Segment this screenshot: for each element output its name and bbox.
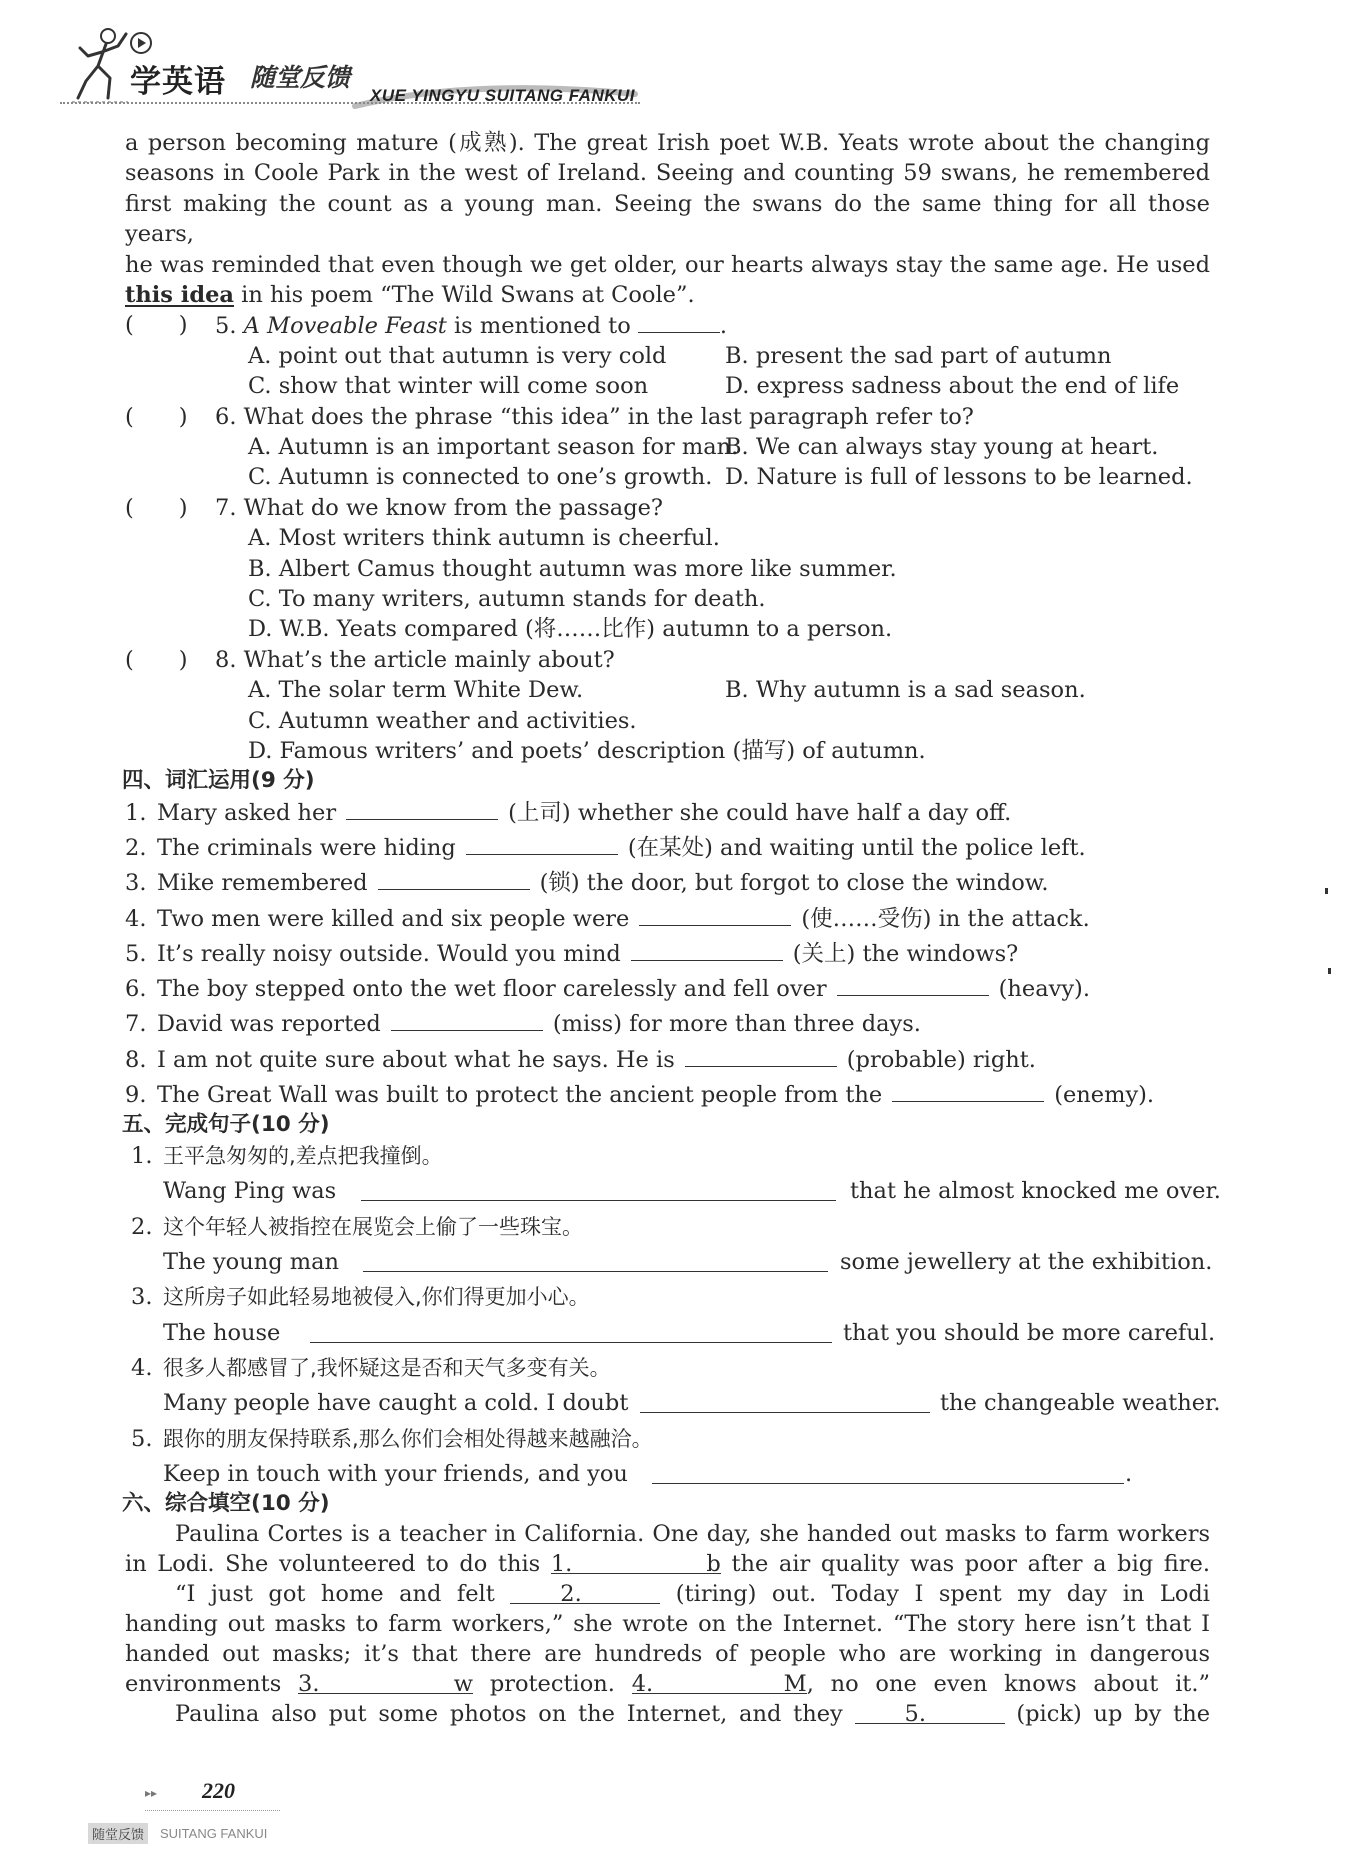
book-title: A Moveable Feast <box>243 313 447 340</box>
passage-line: he was reminded that even though we get older, our hearts always stay the same age. He used <box>125 251 1210 278</box>
vocab-item <box>125 832 1210 867</box>
option-d[interactable]: D. express sadness about the end of life <box>725 373 1180 400</box>
brand-subtitle: 随堂反馈 <box>250 63 351 92</box>
item-number: 3. <box>131 1284 153 1311</box>
margin-mark <box>1328 968 1331 974</box>
sentence-prompt <box>125 1212 1210 1247</box>
answer-line[interactable] <box>652 1459 1124 1484</box>
item-text-after: (在某处) and waiting until the police left. <box>627 834 1086 861</box>
item-number: 4. <box>131 1355 153 1382</box>
item-number: 5. <box>125 940 147 967</box>
item-text-before: It’s really noisy outside. Would you mind <box>157 940 621 967</box>
item-text-after: (probable) right. <box>846 1046 1036 1073</box>
item-number: 2. <box>131 1213 153 1240</box>
question-7 <box>125 493 1210 523</box>
footer-tag: 随堂反馈 <box>88 1823 148 1844</box>
item-number: 7. <box>125 1011 147 1038</box>
option-d[interactable]: D. W.B. Yeats compared (将……比作) autumn to a person. <box>248 616 893 643</box>
footer-tag-english: SUITANG FANKUI <box>160 1826 268 1841</box>
option-a[interactable]: A. Most writers think autumn is cheerful. <box>248 525 720 552</box>
runner-logo-icon <box>68 26 138 106</box>
item-text-after: (使……受伤) in the attack. <box>801 905 1090 932</box>
question-number: 8. <box>215 646 237 673</box>
reading-passage <box>125 128 1210 310</box>
passage-text: in his poem “The Wild Swans at Coole”. <box>233 282 695 309</box>
option-row <box>125 523 1210 553</box>
answer-line[interactable] <box>361 1176 836 1201</box>
option-row <box>125 736 1210 766</box>
answer-blank[interactable] <box>892 1079 1044 1102</box>
sentence-end: the changeable weather. <box>940 1390 1221 1417</box>
item-text-after: (关上) the windows? <box>792 940 1019 967</box>
option-c[interactable]: C. Autumn is connected to one’s growth. <box>248 464 713 491</box>
sentence-prompt <box>125 1141 1210 1176</box>
vocab-item <box>125 1044 1210 1079</box>
vocabulary-list <box>125 797 1210 1115</box>
sentence-answer-row <box>125 1176 1221 1211</box>
option-b[interactable]: B. We can always stay young at heart. <box>725 434 1159 460</box>
footer-arrow-icon: ▸▸ <box>145 1786 158 1800</box>
answer-blank[interactable] <box>631 938 783 961</box>
question-number: 6. <box>215 403 237 430</box>
section-6-title: 六、综合填空(10 分) <box>122 1490 330 1516</box>
answer-blank[interactable] <box>837 973 989 996</box>
item-text-before: David was reported <box>157 1011 381 1038</box>
option-c[interactable]: C. To many writers, autumn stands for death. <box>248 585 766 612</box>
item-text-after: (heavy). <box>998 976 1090 1003</box>
option-c[interactable]: C. show that winter will come soon <box>248 373 649 400</box>
item-number: 9. <box>125 1082 147 1109</box>
passage-line: first making the count as a young man. Seeing the swans do the same thing for all those years, <box>125 190 1210 248</box>
answer-blank[interactable] <box>466 832 618 855</box>
item-text-before: The Great Wall was built to protect the ancient people from the <box>157 1082 883 1109</box>
option-row <box>125 462 1210 492</box>
cloze-text: “I just got home and felt <box>175 1581 495 1608</box>
question-number: 7. <box>215 494 237 521</box>
cloze-blank-3[interactable]: 3. w <box>298 1671 474 1698</box>
cloze-line <box>125 1699 1210 1729</box>
item-text-before: The boy stepped onto the wet floor carelessly and fell over <box>157 976 827 1003</box>
option-b[interactable]: B. Why autumn is a sad season. <box>725 677 1086 704</box>
sentence-end: that he almost knocked me over. <box>850 1178 1221 1205</box>
answer-blank[interactable] <box>685 1044 837 1067</box>
cloze-line: handing out masks to farm workers,” she wrote on the Internet. “The story here isn’t that I <box>125 1611 1210 1638</box>
option-d[interactable]: D. Nature is full of lessons to be learned. <box>725 464 1193 491</box>
cloze-text: (pick) up by the <box>1016 1701 1211 1728</box>
option-b[interactable]: B. Albert Camus thought autumn was more like summer. <box>248 555 897 582</box>
option-row <box>125 371 1210 401</box>
item-text-before: The criminals were hiding <box>157 834 456 861</box>
item-text-after: (上司) whether she could have half a day off. <box>508 799 1012 826</box>
chinese-sentence: 这所房子如此轻易地被侵入,你们得更加小心。 <box>163 1285 590 1310</box>
answer-bracket[interactable]: ( ) <box>125 403 188 430</box>
sentence-answer-row <box>125 1318 1216 1353</box>
cloze-blank-1[interactable]: 1. b <box>550 1551 721 1578</box>
option-row <box>125 584 1210 614</box>
option-d[interactable]: D. Famous writers’ and poets’ description (描写) of autumn. <box>248 737 926 764</box>
stem-text: is mentioned to <box>446 313 631 340</box>
item-number: 6. <box>125 976 147 1003</box>
item-number: 2. <box>125 834 147 861</box>
answer-blank[interactable] <box>638 310 720 333</box>
item-text-after: (锁) the door, but forgot to close the window. <box>539 870 1049 897</box>
sentence-start: Many people have caught a cold. I doubt <box>163 1390 629 1417</box>
cloze-text: , no one even knows about it.” <box>806 1671 1210 1698</box>
item-number: 3. <box>125 870 147 897</box>
answer-bracket[interactable]: ( ) <box>125 494 188 521</box>
option-row <box>125 341 1210 371</box>
question-stem <box>215 310 727 341</box>
cloze-line <box>125 1669 1210 1699</box>
cloze-line: handed out masks; it’s that there are hundreds of people who are working in dangerous <box>125 1641 1210 1668</box>
brand-english: XUE YINGYU SUITANG FANKUI <box>370 86 636 105</box>
item-number: 1. <box>131 1142 153 1169</box>
sentence-start: The young man <box>163 1248 340 1275</box>
answer-line[interactable] <box>310 1318 832 1343</box>
item-text-before: Mary asked her <box>157 799 337 826</box>
passage-line: seasons in Coole Park in the west of Ireland. Seeing and counting 59 swans, he remembered <box>125 160 1210 187</box>
play-icon <box>130 32 152 54</box>
passage-line: a person becoming mature (成熟). The great Irish poet W.B. Yeats wrote about the changing <box>125 130 1210 156</box>
cloze-text: protection. <box>489 1671 615 1698</box>
answer-line[interactable] <box>363 1247 828 1272</box>
margin-mark <box>1325 888 1328 894</box>
option-b[interactable]: B. present the sad part of autumn <box>725 342 1112 369</box>
item-text-before: Mike remembered <box>157 870 368 897</box>
brand-title: 学英语 <box>130 64 226 100</box>
vocab-item <box>125 973 1210 1008</box>
question-stem <box>215 645 615 675</box>
cloze-line <box>125 1549 1210 1579</box>
chinese-sentence: 跟你的朋友保持联系,那么你们会相处得越来越融洽。 <box>163 1426 653 1451</box>
question-5 <box>125 310 1210 340</box>
stem-text: What’s the article mainly about? <box>243 646 615 673</box>
answer-blank[interactable] <box>639 903 791 926</box>
question-stem <box>215 493 663 523</box>
option-row <box>125 614 1210 644</box>
passage-line <box>125 280 1210 310</box>
sentence-answer-row <box>125 1459 1210 1494</box>
section-5-title: 五、完成句子(10 分) <box>122 1112 330 1138</box>
cloze-blank-2[interactable]: 2. <box>510 1579 660 1604</box>
question-stem <box>215 402 974 432</box>
option-row <box>125 554 1210 584</box>
vocab-item <box>125 797 1210 832</box>
sentence-end: . <box>1125 1461 1133 1488</box>
sentence-completion-list <box>125 1141 1221 1495</box>
stem-end: . <box>719 313 728 340</box>
option-a[interactable]: A. point out that autumn is very cold <box>248 342 667 369</box>
item-text-after: (enemy). <box>1054 1082 1155 1109</box>
cloze-text: environments <box>125 1671 282 1698</box>
answer-line[interactable] <box>640 1388 930 1413</box>
cloze-text: Paulina also put some photos on the Internet, and they <box>175 1701 843 1728</box>
sentence-prompt <box>125 1353 1210 1388</box>
main-content <box>122 128 1221 1729</box>
question-number: 5. <box>215 313 237 340</box>
sentence-start: The house <box>163 1319 281 1346</box>
vocab-item <box>125 903 1210 938</box>
option-a[interactable]: A. The solar term White Dew. <box>248 677 584 704</box>
item-number: 4. <box>125 905 147 932</box>
answer-blank[interactable] <box>378 867 530 890</box>
item-text-after: (miss) for more than three days. <box>552 1011 921 1038</box>
item-number: 5. <box>131 1425 153 1452</box>
question-6 <box>125 402 1210 432</box>
sentence-end: some jewellery at the exhibition. <box>840 1248 1213 1275</box>
answer-bracket[interactable]: ( ) <box>125 312 188 339</box>
cloze-blank-5[interactable]: 5. <box>855 1699 1005 1724</box>
sentence-end: that you should be more careful. <box>843 1319 1216 1346</box>
chinese-sentence: 很多人都感冒了,我怀疑这是否和天气多变有关。 <box>163 1356 611 1381</box>
option-row <box>125 706 1210 736</box>
sentence-start: Wang Ping was <box>163 1178 337 1205</box>
cloze-text: the air quality was poor after a big fire. <box>731 1551 1211 1578</box>
answer-bracket[interactable]: ( ) <box>125 646 188 673</box>
sentence-prompt <box>125 1282 1210 1317</box>
item-text-before: I am not quite sure about what he says. He is <box>157 1046 675 1073</box>
vocab-item <box>125 1079 1210 1114</box>
vocab-item <box>125 867 1210 902</box>
vocab-item <box>125 1008 1210 1043</box>
sentence-answer-row <box>125 1388 1221 1423</box>
sentence-start: Keep in touch with your friends, and you <box>163 1461 628 1488</box>
section-4-title: 四、词汇运用(9 分) <box>122 768 315 794</box>
item-number: 8. <box>125 1046 147 1073</box>
answer-blank[interactable] <box>346 797 498 820</box>
page-number: 220 <box>202 1778 235 1803</box>
stem-text: What do we know from the passage? <box>243 494 663 521</box>
cloze-line: Paulina Cortes is a teacher in California. One day, she handed out masks to farm workers <box>175 1521 1210 1548</box>
question-8 <box>125 645 1210 675</box>
chinese-sentence: 这个年轻人被指控在展览会上偷了一些珠宝。 <box>163 1214 583 1239</box>
sentence-prompt <box>125 1424 1210 1459</box>
header-divider <box>60 102 640 104</box>
option-row <box>125 432 1210 462</box>
footer-divider <box>145 1810 280 1811</box>
option-a[interactable]: A. Autumn is an important season for man. <box>248 434 739 460</box>
sentence-answer-row <box>125 1247 1213 1282</box>
item-text-before: Two men were killed and six people were <box>157 905 630 932</box>
cloze-line <box>125 1579 1210 1609</box>
cloze-passage <box>125 1519 1210 1729</box>
item-number: 1. <box>125 799 147 826</box>
cloze-text: in Lodi. She volunteered to do this <box>125 1551 541 1578</box>
vocab-item <box>125 938 1210 973</box>
cloze-blank-4[interactable]: 4. M <box>631 1671 807 1698</box>
answer-blank[interactable] <box>391 1008 543 1031</box>
highlighted-phrase: this idea <box>125 282 234 309</box>
chinese-sentence: 王平急匆匆的,差点把我撞倒。 <box>163 1143 443 1168</box>
cloze-text: (tiring) out. Today I spent my day in Lodi <box>675 1581 1210 1608</box>
stem-text: What does the phrase “this idea” in the last paragraph refer to? <box>243 403 974 430</box>
option-row <box>125 675 1210 705</box>
option-c[interactable]: C. Autumn weather and activities. <box>248 707 637 734</box>
